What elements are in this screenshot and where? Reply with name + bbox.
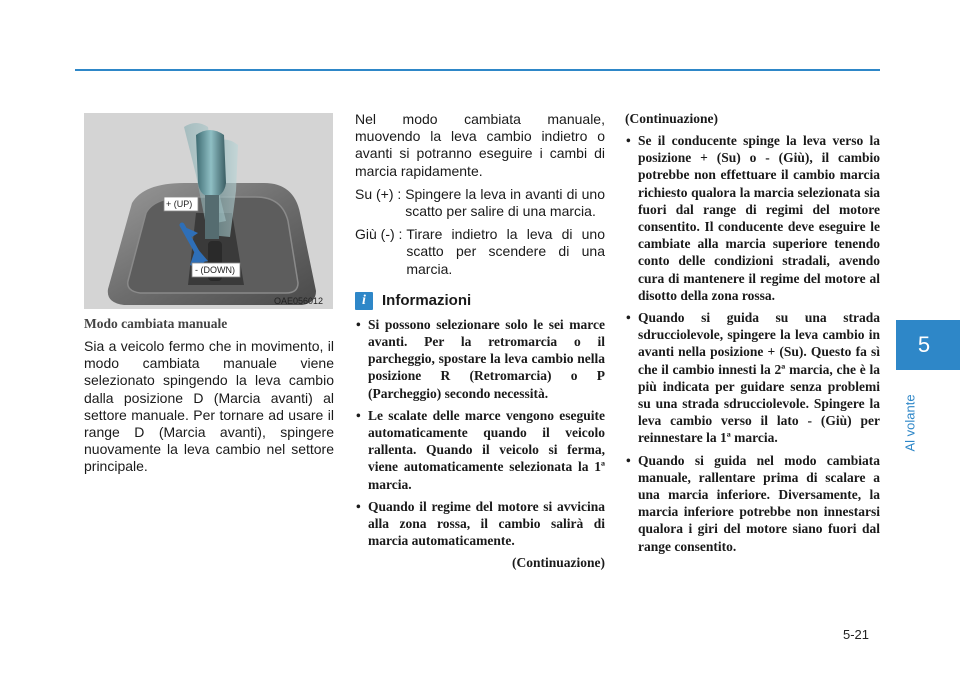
page-number: 5-21: [843, 627, 870, 642]
info-bullet-list: [355, 316, 605, 550]
section-body: Sia a veicolo fermo che in movimento, il modo cambiata manuale viene selezionato spingendo la leva cambio dalla posizione D (Marcia avanti) al settore manuale. Per tornare ad usare il range D (Marcia avanti), spingere nuovamente la leva cambio nel settore principale.: [84, 338, 334, 475]
info-title: Informazioni: [382, 292, 472, 310]
continued-bullet-list: [625, 132, 880, 555]
definition-up-text: Spingere la leva in avanti di uno scatto per salire di una marcia.: [405, 185, 605, 220]
down-label: - (DOWN): [195, 265, 235, 275]
figure-code: OAE056012: [274, 296, 324, 306]
manual-mode-intro: Nel modo cambiata manuale, muovendo la leva cambio indietro o avanti si potranno eseguire i cambi di marcia rapidamente.: [355, 111, 605, 179]
chapter-tab: [896, 320, 960, 370]
section-title: Modo cambiata manuale: [84, 316, 228, 331]
definition-down-text: Tirare indietro la leva di uno scatto per scendere di una marcia.: [406, 226, 605, 277]
gear-shift-illustration: [84, 113, 333, 309]
info-bullet: • Quando il regime del motore si avvicina alla zona rossa, il cambio salirà di marcia automaticamente.: [355, 498, 605, 550]
definition-down: [355, 226, 605, 278]
up-label: + (UP): [166, 199, 193, 209]
continued-bullet: • Quando si guida su una strada sdrucciolevole, spingere la leva cambio in avanti nella posizione + (Su). Questo fa sì che il cambio innesti la 2ª marcia, che è la più indicata per guidare senza problemi su una strada sdrucciolevole. Spingere la leva cambio verso il lato - (Giù) per reinnestare la 1ª marcia.: [625, 309, 880, 447]
chapter-label-container: [899, 378, 921, 468]
info-bullet: • Le scalate delle marce vengono eseguite automaticamente quando il veicolo rallenta. Quando il veicolo si ferma, viene automaticamente selezionata la 1ª marcia.: [355, 407, 605, 493]
info-bullet: • Si possono selezionare solo le sei marce avanti. Per la retromarcia o il parcheggio, spostare la leva cambio nella posizione R (Retromarcia) o P (Parcheggio) secondo necessità.: [355, 316, 605, 402]
continued-bullet: • Quando si guida nel modo cambiata manuale, rallentare prima di scalare a una marcia inferiore. Diversamente, la marcia inferiore potrebbe non innestarsi qualora i giri del motore siano fuori dal range consentito.: [625, 452, 880, 555]
continued-bullet: • Se il conducente spinge la leva verso la posizione + (Su) o - (Giù), il cambio potrebbe non effettuare il cambio marcia richiesto qualora la marcia selezionata sia fuori dal range di regimi del motore consentito. Il conducente deve eseguire le cambiate alla marcia superiore tenendo conto delle condizioni stradali, avendo cura di mantenere il regime del motore al disotto della zona rossa.: [625, 132, 880, 304]
column-right: [625, 111, 880, 555]
definition-down-key: Giù (-) :: [355, 226, 407, 243]
info-heading: [355, 292, 605, 310]
definition-up: [355, 186, 605, 220]
chapter-label: Al volante: [902, 394, 918, 452]
header-rule: [75, 69, 880, 71]
continued-note: (Continuazione): [511, 555, 605, 571]
column-middle: [355, 111, 605, 571]
continued-heading: (Continuazione): [625, 111, 719, 126]
definition-up-key: Su (+) :: [355, 185, 406, 202]
gear-knob: [196, 130, 226, 197]
info-icon: i: [355, 292, 373, 310]
gear-shifter-drawing: [84, 113, 333, 309]
column-left: [84, 316, 334, 476]
gear-stem: [205, 195, 219, 239]
chapter-number: 5: [917, 332, 931, 357]
